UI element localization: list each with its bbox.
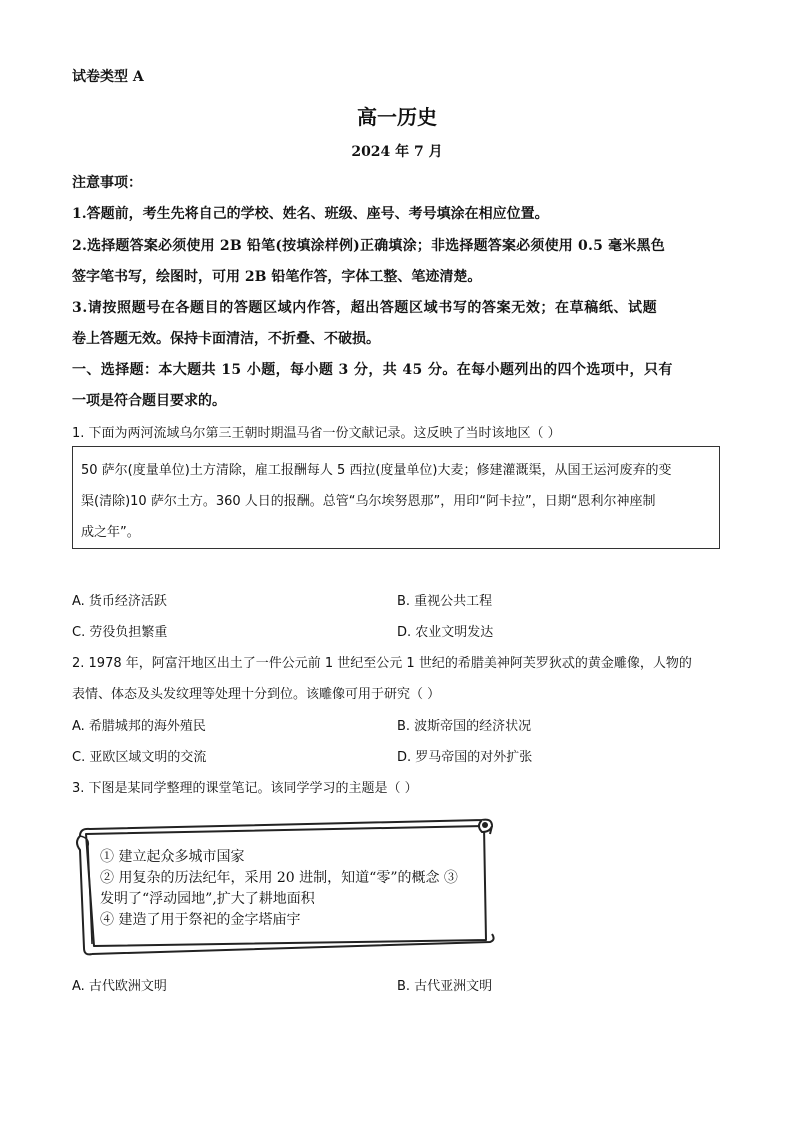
page-title: 高一历史: [357, 105, 437, 129]
section-heading-line-1: 一、选择题：本大题共 15 小题，每小题 3 分，共 45 分。在每小题列出的四个选项中，只有: [72, 362, 673, 378]
question-2-option-b[interactable]: B. 波斯帝国的经济状况: [397, 719, 532, 734]
note-item-3-line-2: 卷上答题无效。保持卡面清洁，不折叠、不破损。: [72, 331, 380, 347]
question-1-option-c[interactable]: C. 劳役负担繁重: [72, 625, 168, 640]
question-1-option-a[interactable]: A. 货币经济活跃: [72, 594, 167, 609]
question-1-option-d[interactable]: D. 农业文明发达: [397, 625, 494, 640]
material-line-2: 渠(清除)10 萨尔土方。360 人日的报酬。总管“乌尔埃努恩那”，用印“阿卡拉”，日期“恩利尔神座制: [81, 494, 656, 509]
note-item-2-line-1: 2.选择题答案必须使用 2B 铅笔(按填涂样例)正确填涂；非选择题答案必须使用 0.5 毫米黑色: [72, 238, 665, 254]
section-heading-line-2: 一项是符合题目要求的。: [72, 393, 226, 409]
scroll-note-4: ④ 建造了用于祭祀的金字塔庙宇: [100, 912, 301, 928]
note-item-1: 1.答题前，考生先将自己的学校、姓名、班级、座号、考号填涂在相应位置。: [72, 206, 549, 222]
question-2-option-a[interactable]: A. 希腊城邦的海外殖民: [72, 719, 206, 734]
note-item-3-line-1: 3.请按照题号在各题目的答题区域内作答，超出答题区域书写的答案无效；在草稿纸、试题: [72, 300, 658, 316]
question-1-option-b[interactable]: B. 重视公共工程: [397, 594, 493, 609]
question-3-option-a[interactable]: A. 古代欧洲文明: [72, 979, 167, 994]
question-2-stem-line-2: 表情、体态及头发纹理等处理十分到位。该雕像可用于研究（ ）: [72, 687, 441, 702]
question-3-option-b[interactable]: B. 古代亚洲文明: [397, 979, 493, 994]
scroll-note-3: 发明了“浮动园地”,扩大了耕地面积: [100, 891, 315, 907]
notes-heading: 注意事项：: [72, 175, 142, 191]
question-2-option-d[interactable]: D. 罗马帝国的对外扩张: [397, 750, 533, 765]
question-1-stem: 1. 下面为两河流域乌尔第三王朝时期温马省一份文献记录。这反映了当时该地区（ ）: [72, 426, 561, 441]
note-item-2-line-2: 签字笔书写，绘图时，可用 2B 铅笔作答，字体工整、笔迹清楚。: [72, 269, 482, 285]
question-1-material-box: [72, 446, 720, 549]
paper-type-label: 试卷类型 A: [72, 69, 144, 85]
question-2-stem-line-1: 2. 1978 年，阿富汗地区出土了一件公元前 1 世纪至公元 1 世纪的希腊美神阿芙罗狄忒的黄金雕像，人物的: [72, 656, 692, 671]
scroll-note-2: ② 用复杂的历法纪年，采用 20 进制，知道“零”的概念 ③: [100, 870, 458, 886]
question-3-stem: 3. 下图是某同学整理的课堂笔记。该同学学习的主题是（ ）: [72, 781, 418, 796]
material-line-3: 成之年”。: [81, 525, 140, 540]
material-line-1: 50 萨尔(度量单位)土方清除，雇工报酬每人 5 西拉(度量单位)大麦；修建灌溉渠，从国王运河废弃的变: [81, 463, 672, 478]
exam-date: 2024 年 7 月: [351, 144, 443, 160]
scroll-note-1: ① 建立起众多城市国家: [100, 849, 245, 865]
question-2-option-c[interactable]: C. 亚欧区域文明的交流: [72, 750, 207, 765]
class-notes-scroll: [72, 812, 500, 958]
